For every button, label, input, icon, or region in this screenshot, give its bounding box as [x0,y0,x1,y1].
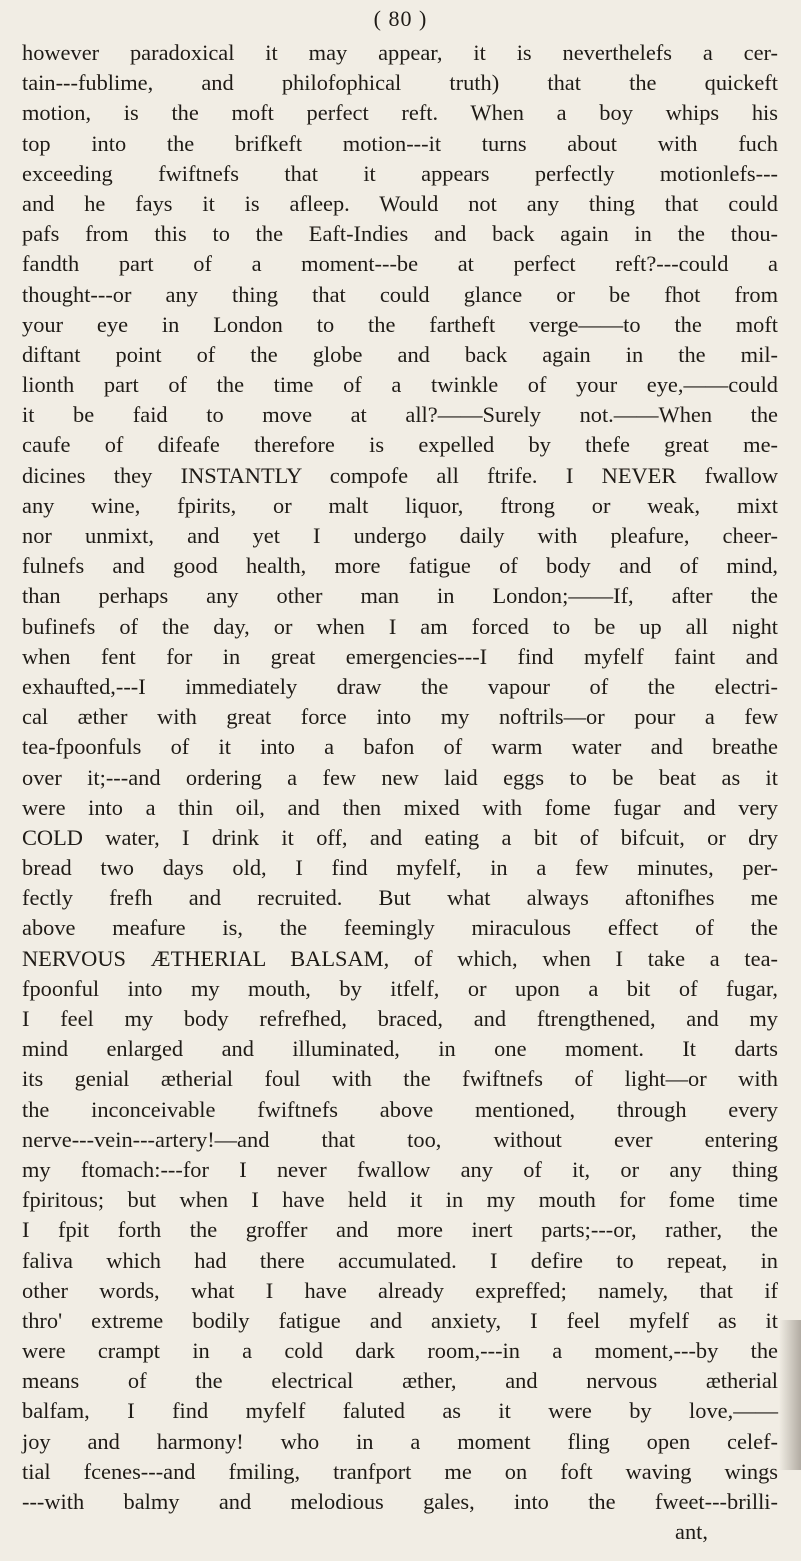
text-line: the inconceivable fwiftnefs above mentioned, through every [22,1096,778,1122]
text-line: COLD water, I drink it off, and eating a bit of bifcuit, or dry [22,824,778,850]
text-line: tain---fublime, and philofophical truth) that the quickeft [22,70,778,96]
text-line: bufinefs of the day, or when I am forced to be up all night [22,613,778,639]
text-line: ---with balmy and melodious gales, into the fweet---brilli- [22,1489,778,1514]
text-line: ant, [675,1519,708,1545]
text-line: means of the electrical æther, and nervous ætherial [22,1368,778,1394]
text-line: other words, what I have already expreffed; namely, that if [22,1277,778,1303]
text-line: exceeding fwiftnefs that it appears perfectly motionlefs--- [22,160,778,186]
text-line: motion, is the moft perfect reft. When a boy whips his [22,100,778,126]
text-line: NERVOUS ÆTHERIAL BALSAM, of which, when I take a tea- [22,945,778,971]
text-line: fpiritous; but when I have held it in my mouth for fome time [22,1187,778,1213]
text-line: were crampt in a cold dark room,---in a moment,---by the [22,1338,778,1364]
text-line: caufe of difeafe therefore is expelled by thefe great me- [22,432,778,458]
text-line: thought---or any thing that could glance or be fhot from [22,281,778,307]
text-line: nerve---vein---artery!—and that too, without ever entering [22,1126,778,1152]
text-line: top into the brifkeft motion---it turns about with fuch [22,130,778,156]
text-line: cal æther with great force into my noftrils—or pour a few [22,704,778,730]
text-line: when fent for in great emergencies---I find myfelf faint and [22,643,778,669]
text-line: and he fays it is afleep. Would not any thing that could [22,190,778,216]
page-number: ( 80 ) [373,6,428,31]
text-line: however paradoxical it may appear, it is neverthelefs a cer- [22,40,778,65]
text-line: above meafure is, the feemingly miraculous effect of the [22,915,778,941]
text-line: fandth part of a moment---be at perfect reft?---could a [22,251,778,277]
body-text [22,38,778,1547]
text-line: tial fcenes---and fmiling, tranfport me on foft waving wings [22,1458,778,1484]
text-line: pafs from this to the Eaft-Indies and back again in the thou- [22,221,778,247]
text-line: its genial ætherial foul with the fwiftnefs of light—or with [22,1066,778,1092]
text-line: were into a thin oil, and then mixed with fome fugar and very [22,794,778,820]
text-line: than perhaps any other man in London;——If, after the [22,583,778,609]
text-line: tea-fpoonfuls of it into a bafon of warm water and breathe [22,734,778,760]
text-line: fpoonful into my mouth, by itfelf, or upon a bit of fugar, [22,975,778,1001]
text-line: balfam, I find myfelf faluted as it were by love,—— [22,1398,778,1424]
text-line: fulnefs and good health, more fatigue of body and of mind, [22,553,778,579]
text-line: your eye in London to the fartheft verge——to the moft [22,311,778,337]
text-line: dicines they INSTANTLY compofe all ftrife. I NEVER fwallow [22,462,778,488]
text-line: joy and harmony! who in a moment fling open celef- [22,1428,778,1454]
text-line: thro' extreme bodily fatigue and anxiety, I feel myfelf as it [22,1307,778,1333]
text-line: diftant point of the globe and back again in the mil- [22,341,778,367]
text-line: fectly frefh and recruited. But what always aftonifhes me [22,885,778,911]
text-line: bread two days old, I find myfelf, in a few minutes, per- [22,855,778,881]
page-edge-shadow [779,1320,801,1470]
text-line: my ftomach:---for I never fwallow any of it, or any thing [22,1156,778,1182]
text-line: over it;---and ordering a few new laid eggs to be beat as it [22,764,778,790]
text-line: lionth part of the time of a twinkle of your eye,——could [22,372,778,398]
text-line: any wine, fpirits, or malt liquor, ftrong or weak, mixt [22,492,778,518]
text-line: faliva which had there accumulated. I defire to repeat, in [22,1247,778,1273]
text-line: nor unmixt, and yet I undergo daily with pleafure, cheer- [22,523,778,548]
text-line: I fpit forth the groffer and more inert parts;---or, rather, the [22,1217,778,1243]
text-line: exhaufted,---I immediately draw the vapour of the electri- [22,673,778,699]
text-line: it be faid to move at all?——Surely not.——When the [22,402,778,428]
text-line: mind enlarged and illuminated, in one moment. It darts [22,1036,778,1062]
text-line: I feel my body refrefhed, braced, and ftrengthened, and my [22,1006,778,1031]
